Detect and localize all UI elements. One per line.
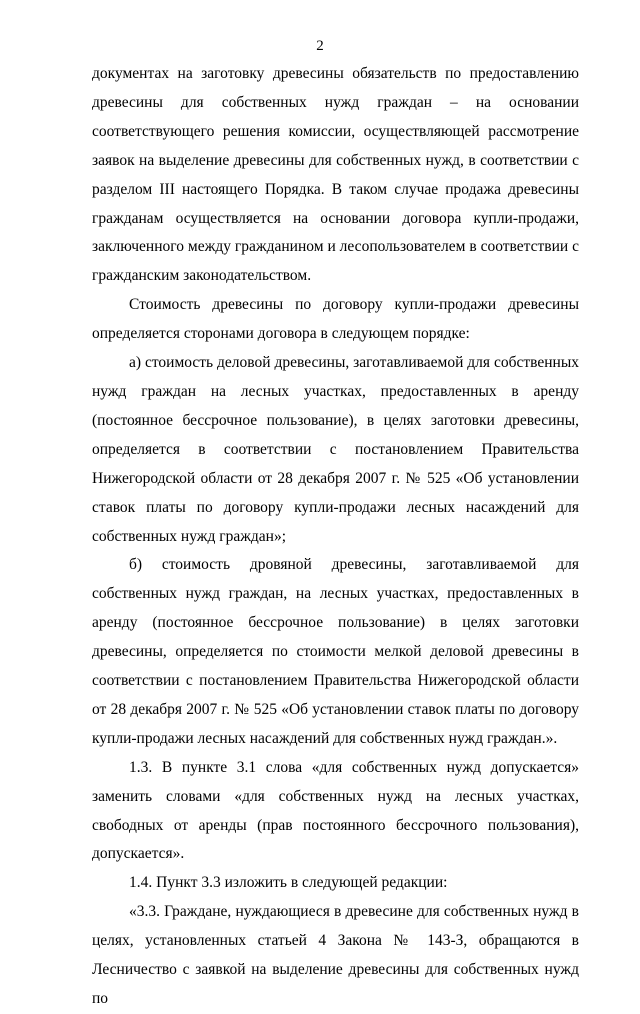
paragraph-item-b: б) стоимость дровяной древесины, заготавливаемой для собственных нужд граждан, на лесных участках, предоставленных в аренду (постоянное бессрочное пользование) в целях заготовки древесины, определяется по стоимости мелкой деловой древесины в соответствии с постановлением Правительства Нижегородской области от 28 декабря 2007 г. № 525 «Об установлении ставок платы по договору купли-продажи лесных насаждений для собственных нужд граждан.». <box>92 556 579 747</box>
paragraph-continuation: документах на заготовку древесины обязательств по предоставлению древесины для собственных нужд граждан – на основании соответствующего решения комиссии, осуществляющей рассмотрение заявок на выделение древесины для собственных нужд, в соответствии с разделом III настоящего Порядка. В таком случае продажа древесины гражданам осуществляется на основании договора купли-продажи, заключенного между гражданином и лесопользователем в соответствии с гражданским законодательством. <box>92 65 579 285</box>
paragraph-price-intro: Стоимость древесины по договору купли-продажи древесины определяется сторонами договора в следующем порядке: <box>92 296 579 343</box>
page-number: 2 <box>316 38 324 54</box>
paragraph-3-3: «3.3. Граждане, нуждающиеся в древесине для собственных нужд в целях, установленных статьей 4 Закона № 143-З, обращаются в Лесничество с заявкой на выделение древесины для собственных нужд по <box>92 903 579 1007</box>
paragraph-item-a: а) стоимость деловой древесины, заготавливаемой для собственных нужд граждан на лесных участках, предоставленных в аренду (постоянное бессрочное пользование), в целях заготовки древесины, определяется в соответствии с постановлением Правительства Нижегородской области от 28 декабря 2007 г. № 525 «Об установлении ставок платы по договору купли-продажи лесных насаждений для собственных нужд граждан»; <box>92 354 579 545</box>
paragraph-1-4: 1.4. Пункт 3.3 изложить в следующей редакции: <box>129 874 448 892</box>
document-body <box>92 60 579 1014</box>
paragraph-1-3: 1.3. В пункте 3.1 слова «для собственных нужд допускается» заменить словами «для собственных нужд на лесных участках, свободных от аренды (прав постоянного бессрочного пользования), допускается». <box>92 758 579 863</box>
